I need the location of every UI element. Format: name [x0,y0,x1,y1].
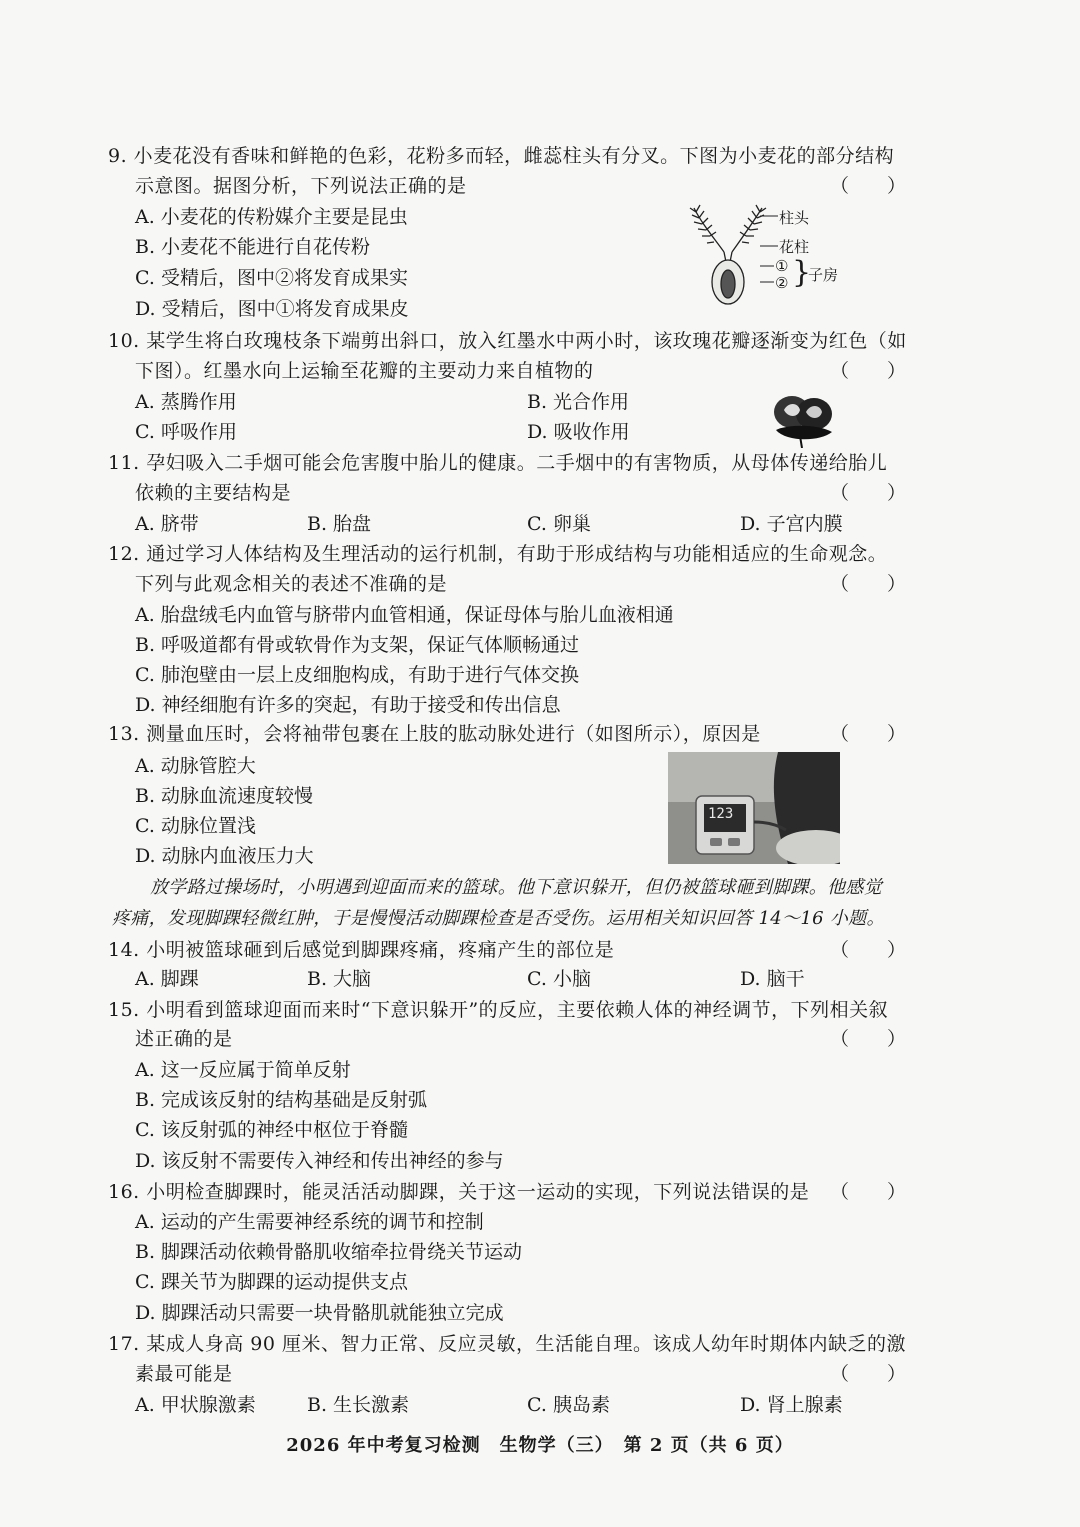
q10-option-b: B. 光合作用 [527,391,630,413]
q12-answer-paren: （ ） [830,573,907,595]
q12-stem-line2: 下列与此观念相关的表述不准确的是 [135,573,448,595]
q11-stem-line2: 依赖的主要结构是 [135,482,292,504]
q16-stem-line1: 16. 小明检查脚踝时，能灵活活动脚踝，关于这一运动的实现，下列说法错误的是 [108,1181,810,1203]
q11-option-d: D. 子宫内膜 [740,513,843,535]
q15-option-a: A. 这一反应属于简单反射 [135,1059,351,1081]
q12-option-c: C. 肺泡壁由一层上皮细胞构成，有助于进行气体交换 [135,664,579,686]
q16-answer-paren: （ ） [830,1181,907,1203]
q14-option-b: B. 大脑 [307,968,372,990]
label-stigma: 柱头 [779,209,810,227]
q17-option-a: A. 甲状腺激素 [135,1394,256,1416]
q16-option-b: B. 脚踝活动依赖骨骼肌收缩牵拉骨绕关节运动 [135,1241,523,1263]
q9-stem-line1: 9. 小麦花没有香味和鲜艳的色彩，花粉多而轻，雌蕊柱头有分叉。下图为小麦花的部分结构 [108,145,895,167]
q16-option-d: D. 脚踝活动只需要一块骨骼肌就能独立完成 [135,1302,504,1324]
q15-stem-line2: 述正确的是 [135,1028,233,1050]
q14-option-a: A. 脚踝 [135,968,199,990]
q13-answer-paren: （ ） [830,723,907,745]
q12-option-d: D. 神经细胞有许多的突起，有助于接受和传出信息 [135,694,561,716]
q17-answer-paren: （ ） [830,1363,907,1385]
q15-option-c: C. 该反射弧的神经中枢位于脊髓 [135,1119,408,1141]
q11-option-c: C. 卵巢 [527,513,591,535]
q9-answer-paren: （ ） [830,175,907,197]
q17-option-d: D. 肾上腺素 [740,1394,843,1416]
label-2: ② [775,274,789,292]
q14-answer-paren: （ ） [830,939,907,961]
scenario-intro-line2: 疼痛，发现脚踝轻微红肿，于是慢慢活动脚踝检查是否受伤。运用相关知识回答 14～16 小题。 [112,908,885,929]
q10-option-a: A. 蒸腾作用 [135,391,237,413]
q13-stem-line1: 13. 测量血压时，会将袖带包裹在上肢的肱动脉处进行（如图所示），原因是 [108,723,761,745]
scenario-intro-line1: 放学路过操场时，小明遇到迎面而来的篮球。他下意识躲开，但仍被篮球砸到脚踝。他感觉 [150,877,882,898]
q13-option-d: D. 动脉内血液压力大 [135,845,314,867]
q16-option-c: C. 踝关节为脚踝的运动提供支点 [135,1271,408,1293]
q10-stem-line1: 10. 某学生将白玫瑰枝条下端剪出斜口，放入红墨水中两小时，该玫瑰花瓣逐渐变为红色（如 [108,330,907,352]
monitor-reading: 123 [708,806,734,822]
q13-option-b: B. 动脉血流速度较慢 [135,785,314,807]
q13-option-c: C. 动脉位置浅 [135,815,256,837]
q17-stem-line2: 素最可能是 [135,1363,233,1385]
q10-option-d: D. 吸收作用 [527,421,630,443]
q15-option-d: D. 该反射不需要传入神经和传出神经的参与 [135,1150,504,1172]
q10-answer-paren: （ ） [830,360,907,382]
q9-option-c: C. 受精后，图中②将发育成果实 [135,267,408,289]
q15-option-b: B. 完成该反射的结构基础是反射弧 [135,1089,428,1111]
q14-stem-line1: 14. 小明被篮球砸到后感觉到脚踝疼痛，疼痛产生的部位是 [108,939,615,961]
q15-stem-line1: 15. 小明看到篮球迎面而来时“下意识躲开”的反应，主要依赖人体的神经调节，下列相关叙 [108,999,889,1021]
page-footer: 2026 年中考复习检测 生物学（三） 第 2 页（共 6 页） [286,1435,794,1456]
q11-option-a: A. 脐带 [135,513,199,535]
label-style: 花柱 [779,238,810,256]
q15-answer-paren: （ ） [830,1028,907,1050]
q17-option-b: B. 生长激素 [307,1394,410,1416]
q11-stem-line1: 11. 孕妇吸入二手烟可能会危害腹中胎儿的健康。二手烟中的有害物质，从母体传递给胎儿 [108,452,888,474]
q11-answer-paren: （ ） [830,482,907,504]
q13-option-a: A. 动脉管腔大 [135,755,256,777]
label-1: ① [775,257,789,275]
q11-option-b: B. 胎盘 [307,513,372,535]
q12-option-b: B. 呼吸道都有骨或软骨作为支架，保证气体顺畅通过 [135,634,580,656]
q9-option-d: D. 受精后，图中①将发育成果皮 [135,298,409,320]
q14-option-c: C. 小脑 [527,968,591,990]
q9-option-b: B. 小麦花不能进行自花传粉 [135,236,371,258]
q10-option-c: C. 呼吸作用 [135,421,237,443]
rose-image [770,390,836,448]
q14-option-d: D. 脑干 [740,968,805,990]
q17-stem-line1: 17. 某成人身高 90 厘米、智力正常、反应灵敏，生活能自理。该成人幼年时期体内缺乏的激 [108,1333,907,1355]
brace-icon: } [792,255,812,290]
label-ovary: 子房 [808,266,839,284]
q12-option-a: A. 胎盘绒毛内血管与脐带内血管相通，保证母体与胎儿血液相通 [135,604,674,626]
q9-option-a: A. 小麦花的传粉媒介主要是昆虫 [135,206,408,228]
blood-pressure-photo [668,752,840,864]
q10-stem-line2: 下图）。红墨水向上运输至花瓣的主要动力来自植物的 [135,360,594,382]
q9-stem-line2: 示意图。据图分析，下列说法正确的是 [135,175,467,197]
q16-option-a: A. 运动的产生需要神经系统的调节和控制 [135,1211,484,1233]
q12-stem-line1: 12. 通过学习人体结构及生理活动的运行机制，有助于形成结构与功能相适应的生命观念。 [108,543,888,565]
q17-option-c: C. 胰岛素 [527,1394,610,1416]
